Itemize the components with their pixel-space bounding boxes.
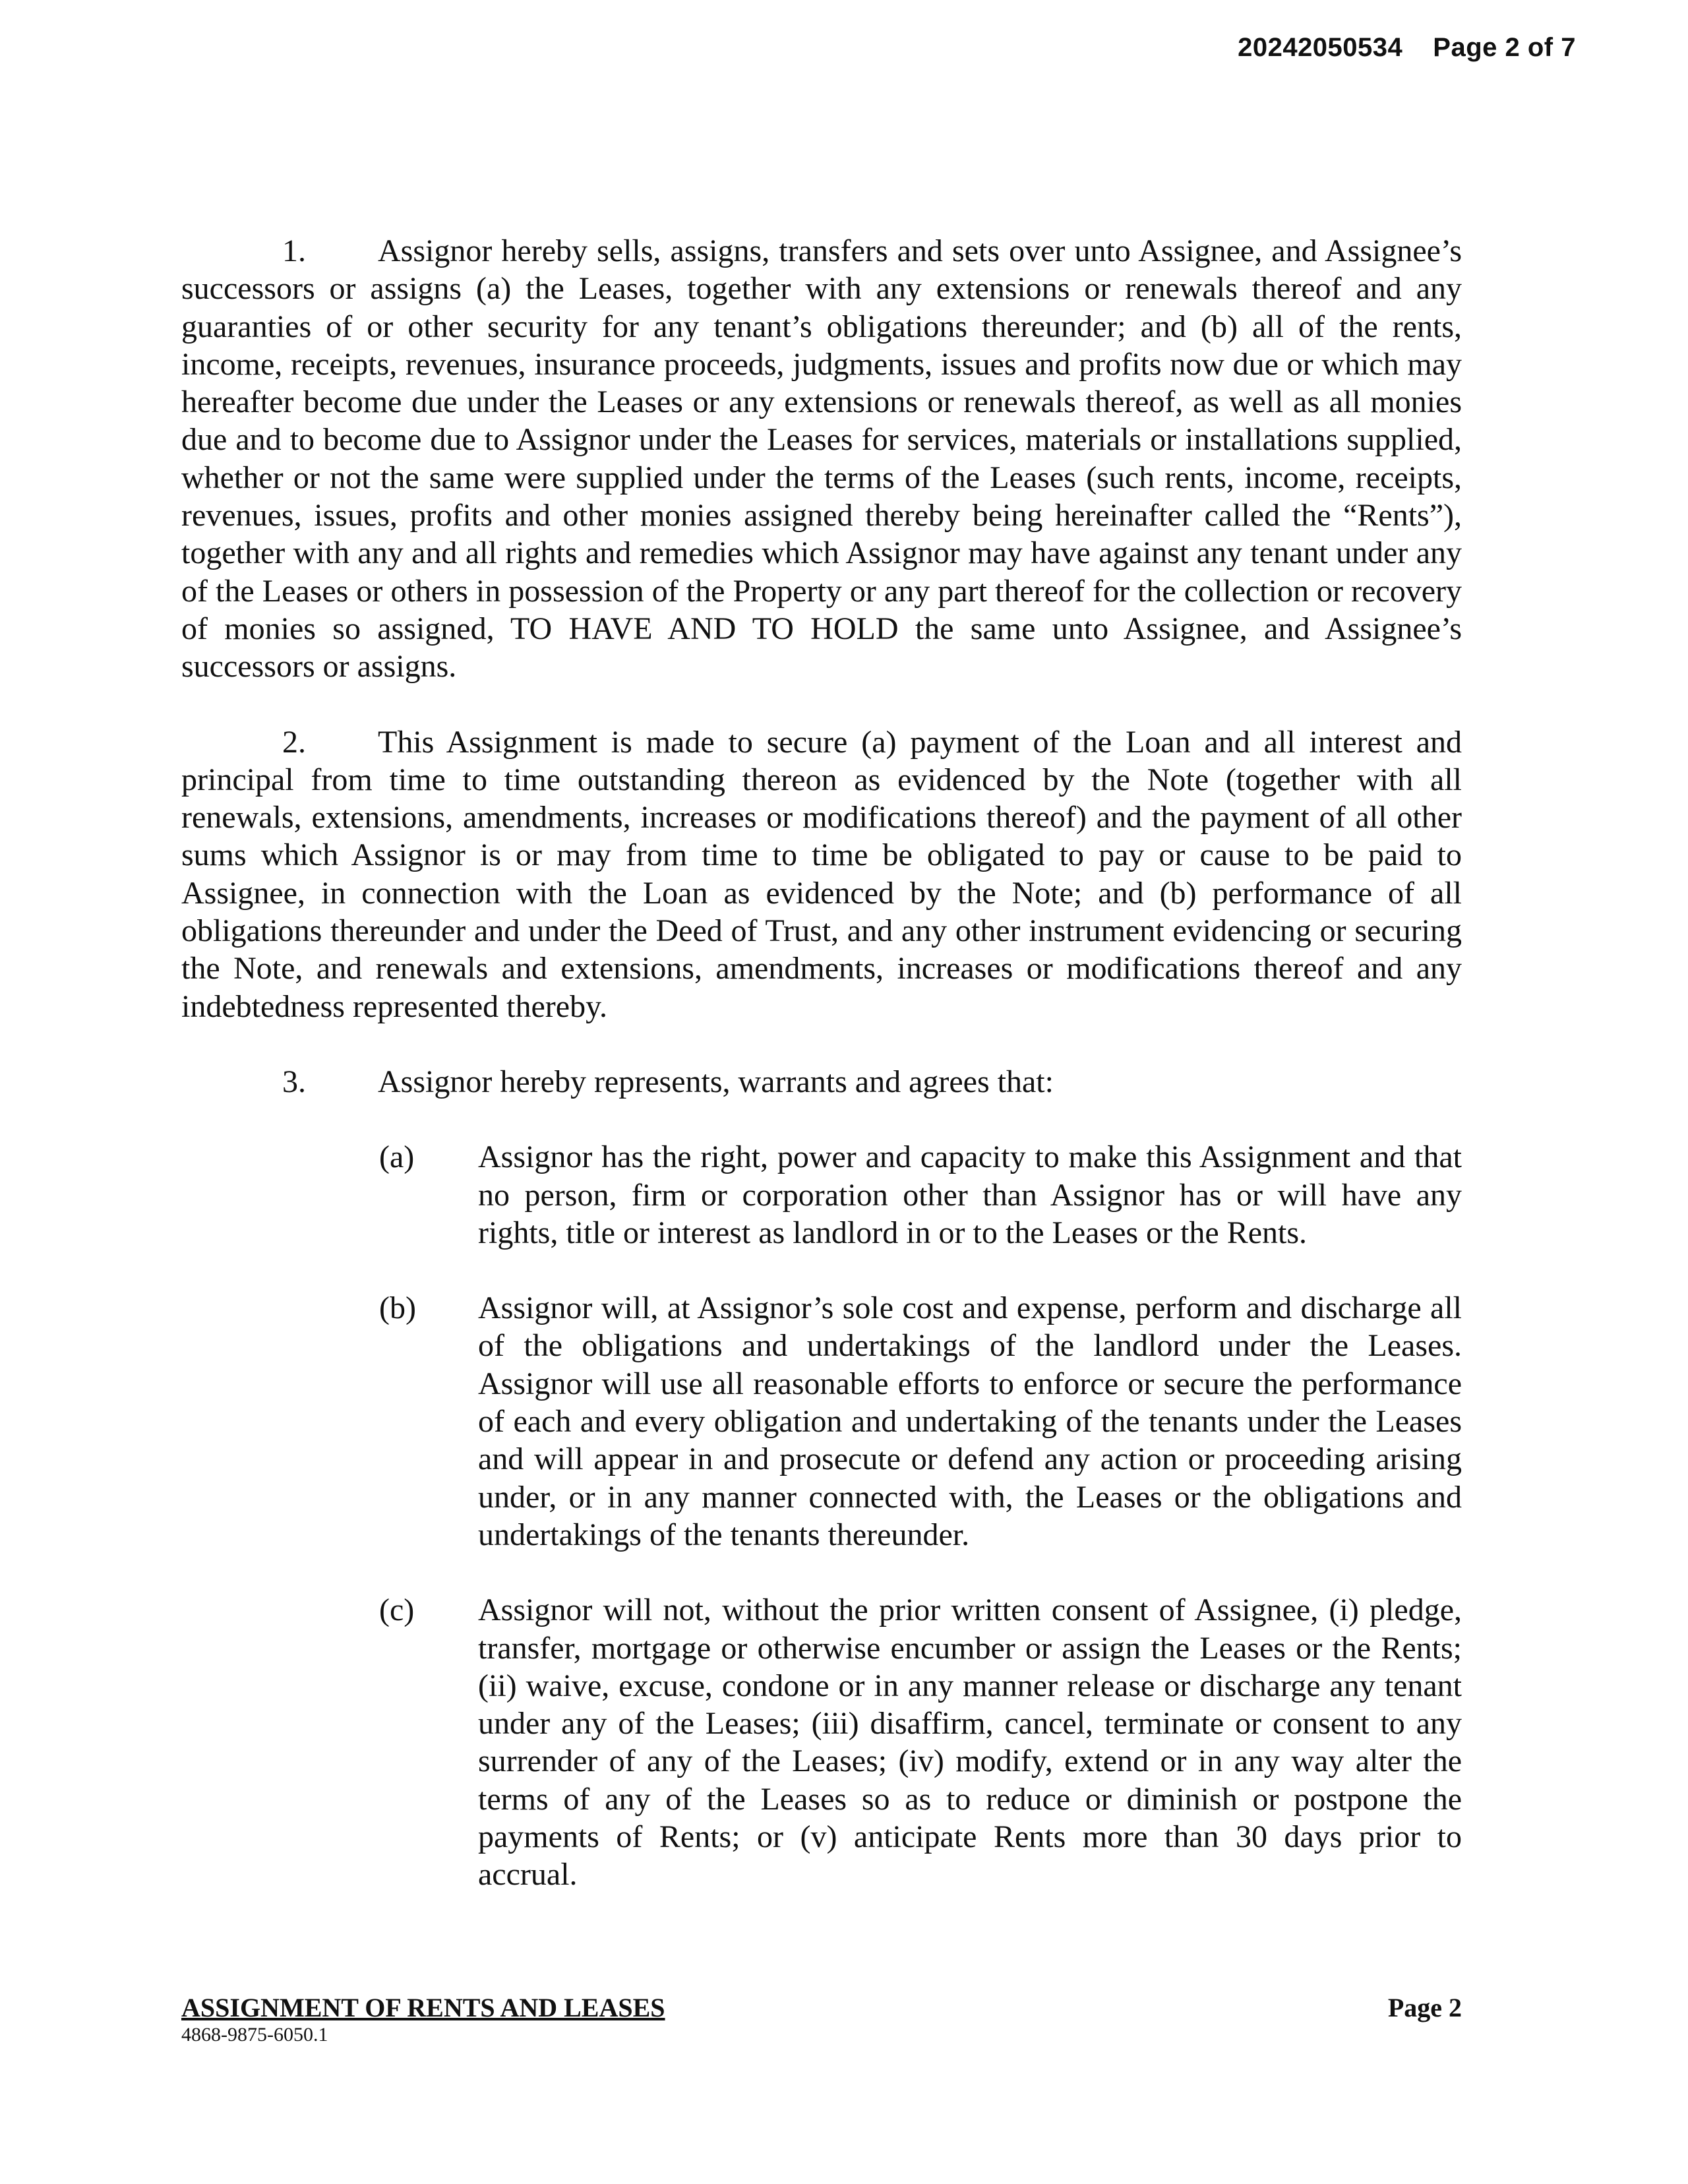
subparagraph-b [181,1289,1462,1554]
paragraph-text: Assignor hereby represents, warrants and agrees that: [378,1064,1054,1099]
subparagraph-text: Assignor will not, without the prior written consent of Assignee, (i) pledge, transfer, mortgage or otherwise encumber or assign the Leases or the Rents; (ii) waive, excuse, condone or in any manner release or discharge any tenant under any of the Leases; (iii) disaffirm, cancel, terminate or consent to any surrender of any of the Leases; (iv) modify, extend or in any way alter the terms of any of the Leases so as to reduce or diminish or postpone the payments of Rents; or (v) anticipate Rents more than 30 days prior to accrual. [478,1592,1462,1893]
paragraph-2 [181,723,1462,1025]
subparagraph-a [181,1138,1462,1252]
subparagraph-c [181,1591,1462,1893]
paragraph-3 [181,1063,1462,1101]
subparagraph-text: Assignor has the right, power and capacity to make this Assignment and that no person, firm or corporation other than Assignor has or will have any rights, title or interest as landlord in or to the Leases or the Rents. [478,1139,1462,1250]
paragraph-1 [181,232,1462,686]
paragraph-number: 1. [282,233,306,268]
subparagraph-label: (b) [379,1290,416,1326]
page-indicator: Page 2 of 7 [1433,33,1576,62]
document-body [181,232,1462,1931]
paragraph-text: Assignor hereby sells, assigns, transfers and sets over unto Assignee, and Assignee’s successors or assigns (a) the Leases, together with any extensions or renewals thereof and any guaranties of or other security for any tenant’s obligations thereunder; and (b) all of the rents, income, receipts, revenues, insurance proceeds, judgments, issues and profits now due or which may hereafter become due under the Leases or any extensions or renewals thereof, as well as all monies due and to become due to Assignor under the Leases for services, materials or installations supplied, whether or not the same were supplied under the terms of the Leases (such rents, income, receipts, revenues, issues, profits and other monies assigned thereby being hereinafter called the “Rents”), together with any and all rights and remedies which Assignor may have against any tenant under any of the Leases or others in possession of the Property or any part thereof for the collection or recovery of monies so assigned, TO HAVE AND TO HOLD the same unto Assignee, and Assignee’s successors or assigns. [181,233,1462,684]
subparagraph-label: (a) [379,1139,415,1175]
recording-stamp [1238,33,1576,63]
subparagraph-text: Assignor will, at Assignor’s sole cost and expense, perform and discharge all of the obligations and undertakings of the landlord under the Leases. Assignor will use all reasonable efforts to enforce or secure the performance of each and every obligation and undertaking of the tenants under the Leases and will appear in and prosecute or defend any action or proceeding arising under, or in any manner connected with, the Leases or the obligations and undertakings of the tenants thereunder. [478,1290,1462,1552]
paragraph-number: 2. [282,724,306,760]
paragraph-number: 3. [282,1064,306,1099]
paragraph-text: This Assignment is made to secure (a) payment of the Loan and all interest and principal from time to time outstanding thereon as evidenced by the Note (together with all renewals, extensions, amendments, increases or modifications thereof) and the payment of all other sums which Assignor is or may from time to time be obligated to pay or cause to be paid to Assignee, in connection with the Loan as evidenced by the Note; and (b) performance of all obligations thereunder and under the Deed of Trust, and any other instrument evidencing or securing the Note, and renewals and extensions, amendments, increases or modifications thereof and any indebtedness represented thereby. [181,724,1462,1024]
recording-number: 20242050534 [1238,33,1403,62]
subparagraph-label: (c) [379,1592,415,1628]
footer-document-title: ASSIGNMENT OF RENTS AND LEASES [181,1993,665,2022]
footer-document-id: 4868-9875-6050.1 [181,2024,328,2046]
page-footer [181,1993,1462,2047]
footer-page-number: Page 2 [1387,1993,1462,2022]
